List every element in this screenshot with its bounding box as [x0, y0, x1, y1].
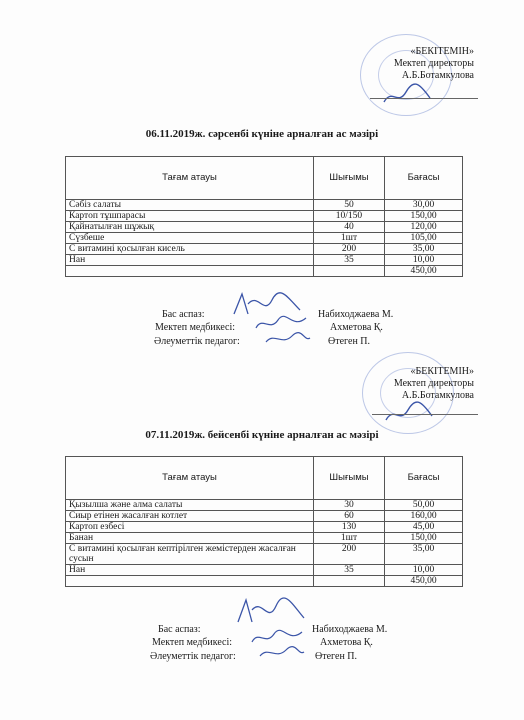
- table-row: [66, 222, 463, 233]
- signature-role: Әлеуметтік педагог:: [154, 336, 240, 347]
- dish-name: Картоп тұшпарасы: [66, 211, 314, 222]
- dish-yield: 35: [314, 565, 385, 576]
- approval-rule: [372, 414, 478, 415]
- col-header-dish: Тағам атауы: [66, 457, 314, 500]
- dish-yield: 130: [314, 522, 385, 533]
- director-signature: [382, 398, 442, 428]
- approval-block: [324, 46, 474, 82]
- table-row: [66, 211, 463, 222]
- table-row: [66, 511, 463, 522]
- approval-rule: [370, 98, 478, 99]
- dish-yield: 1шт: [314, 233, 385, 244]
- signature-name: Өтеген П.: [328, 336, 371, 347]
- approval-name: А.Б.Ботамкулова: [401, 70, 474, 81]
- dish-name: Нан: [66, 565, 314, 576]
- dish-yield: 60: [314, 511, 385, 522]
- dish-yield: 40: [314, 222, 385, 233]
- dish-yield: 200: [314, 244, 385, 255]
- col-header-yield: Шығымы: [314, 157, 385, 200]
- dish-price: 120,00: [385, 222, 463, 233]
- approval-name: А.Б.Ботамкулова: [401, 390, 474, 401]
- table-total-row: [66, 576, 463, 587]
- dish-yield: 1шт: [314, 533, 385, 544]
- signature-name: Набиходжаева М.: [318, 309, 394, 320]
- approval-block: [324, 366, 474, 402]
- col-header-dish: Тағам атауы: [66, 157, 314, 200]
- menu-total: 450,00: [385, 576, 463, 587]
- signature-role: Мектеп медбикесі:: [152, 637, 233, 648]
- dish-yield: 200: [314, 544, 385, 565]
- signature-name: Ахметова Қ.: [320, 637, 373, 648]
- signature-name: Өтеген П.: [315, 651, 358, 662]
- signature-row: [162, 309, 205, 320]
- table-row: [66, 522, 463, 533]
- dish-price: 35,00: [385, 244, 463, 255]
- dish-name: Банан: [66, 533, 314, 544]
- signature-role: Бас аспаз:: [158, 624, 201, 635]
- approval-heading: «БЕКІТЕМІН»: [410, 366, 474, 377]
- dish-price: 150,00: [385, 533, 463, 544]
- menu-table-2: [65, 456, 463, 587]
- dish-name: Қызылша және алма салаты: [66, 500, 314, 511]
- dish-price: 35,00: [385, 544, 463, 565]
- menu-title-1: 06.11.2019ж. сәрсенбі күніне арналған ас мәзірі: [145, 128, 379, 140]
- menu-title-2: 07.11.2019ж. бейсенбі күніне арналған ас мәзірі: [145, 429, 379, 441]
- signature-name: Набиходжаева М.: [312, 624, 388, 635]
- table-total-row: [66, 266, 463, 277]
- dish-name: Нан: [66, 255, 314, 266]
- table-row: [66, 533, 463, 544]
- table-row: [66, 233, 463, 244]
- dish-name: С витамині қосылған кептірілген жемістерден жасалған сусын: [66, 544, 314, 565]
- table-row: [66, 255, 463, 266]
- menu-total: 450,00: [385, 266, 463, 277]
- table-row: [66, 565, 463, 576]
- signature-role: Мектеп медбикесі:: [155, 322, 236, 333]
- dish-name: Картоп езбесі: [66, 522, 314, 533]
- approval-role: Мектеп директоры: [393, 378, 474, 389]
- dish-price: 45,00: [385, 522, 463, 533]
- dish-price: 50,00: [385, 500, 463, 511]
- signature-name: Ахметова Қ.: [330, 322, 383, 333]
- dish-name: Сәбіз салаты: [66, 200, 314, 211]
- dish-yield: 30: [314, 500, 385, 511]
- total-empty: [66, 266, 314, 277]
- total-empty: [66, 576, 314, 587]
- dish-yield: 35: [314, 255, 385, 266]
- menu-table-1: [65, 156, 463, 277]
- dish-price: 10,00: [385, 565, 463, 576]
- dish-name: Қайнатылған шұжық: [66, 222, 314, 233]
- table-header-row: [66, 157, 463, 200]
- dish-price: 160,00: [385, 511, 463, 522]
- dish-name: Сүзбеше: [66, 233, 314, 244]
- approval-heading: «БЕКІТЕМІН»: [410, 46, 474, 57]
- director-signature: [380, 80, 440, 110]
- total-empty: [314, 266, 385, 277]
- table-header-row: [66, 457, 463, 500]
- col-header-price: Бағасы: [385, 457, 463, 500]
- dish-price: 105,00: [385, 233, 463, 244]
- table-row: [66, 244, 463, 255]
- dish-yield: 10/150: [314, 211, 385, 222]
- dish-price: 10,00: [385, 255, 463, 266]
- dish-price: 150,00: [385, 211, 463, 222]
- table-row: [66, 200, 463, 211]
- dish-name: С витамині қосылған кисель: [66, 244, 314, 255]
- col-header-yield: Шығымы: [314, 457, 385, 500]
- dish-name: Сиыр етінен жасалған котлет: [66, 511, 314, 522]
- total-empty: [314, 576, 385, 587]
- chef-signature: [232, 596, 312, 628]
- dish-yield: 50: [314, 200, 385, 211]
- pedagogue-signature: [262, 330, 312, 348]
- dish-price: 30,00: [385, 200, 463, 211]
- col-header-price: Бағасы: [385, 157, 463, 200]
- signature-role: Әлеуметтік педагог:: [150, 651, 236, 662]
- signature-role: Бас аспаз:: [162, 309, 205, 320]
- table-row: [66, 544, 463, 565]
- pedagogue-signature: [256, 644, 306, 662]
- approval-role: Мектеп директоры: [393, 58, 474, 69]
- table-row: [66, 500, 463, 511]
